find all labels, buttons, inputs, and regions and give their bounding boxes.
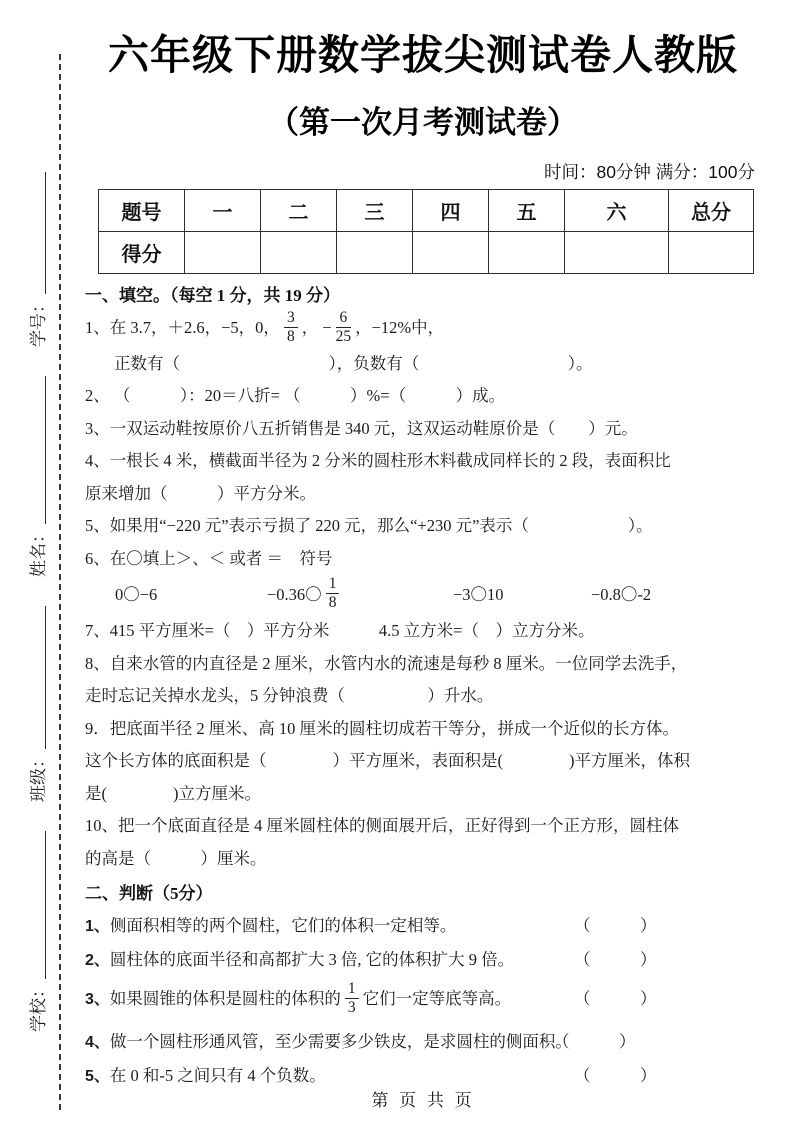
question-7: 7、415 平方厘米=（ ）平方分米 4.5 立方米=（ ）立方分米。 xyxy=(85,621,595,641)
score-table xyxy=(98,189,754,274)
exam-paper xyxy=(85,0,761,1093)
question-2: 2、 （ ）：20＝八折= （ ）%=（ ）成。 xyxy=(85,386,506,406)
page-title: 六年级下册数学拔尖测试卷人教版 xyxy=(108,32,738,78)
score-cell xyxy=(261,232,337,274)
answer-blank: （ ） xyxy=(574,916,657,936)
score-table-corner: 题号 xyxy=(99,190,185,232)
score-cell xyxy=(565,232,669,274)
name-write-line xyxy=(45,376,46,524)
class-field-label: 班级： xyxy=(28,751,48,802)
score-col-6: 六 xyxy=(565,190,669,232)
section2-title: 二、判断（5分） xyxy=(85,884,213,904)
question-6-compare-row xyxy=(85,575,761,615)
footer-page-label: 第 页 共 页 xyxy=(371,1091,475,1110)
score-row-label: 得分 xyxy=(99,232,185,274)
question-4-line2: 原来增加（ ）平方分米。 xyxy=(85,483,316,503)
answer-blank: （ ） xyxy=(574,950,657,970)
fraction-3-8: $\frac{3}{8}$ xyxy=(284,309,298,346)
score-cell xyxy=(669,232,754,274)
section1-title: 一、填空。（每空 1 分，共 19 分） xyxy=(85,286,340,305)
compare-item-1: 0〇−6 xyxy=(115,585,158,605)
fraction-1-3: $\frac{1}{3}$ xyxy=(345,980,359,1017)
binding-dashed-line xyxy=(59,54,61,1110)
question-6-line1: 6、在〇填上＞、＜ 或者 ＝ 符号 xyxy=(85,548,333,568)
judge-question-3: 3、如果圆锥的体积是圆柱的体积的 $\frac{1}{3}$ 它们一定等底等高。 （ ） xyxy=(85,980,657,1016)
fraction-6-25: $\frac{6}{25}$ xyxy=(335,309,352,345)
question-9-line1: 9．把底面半径 2 厘米、高 10 厘米的圆柱切成若干等分，拼成一个近似的长方体。 xyxy=(85,718,679,738)
question-5: 5、如果用“−220 元”表示亏损了 220 元，那么“+230 元”表示（ ）。 xyxy=(85,516,653,536)
score-col-total: 总分 xyxy=(669,190,754,232)
score-cell xyxy=(413,232,489,274)
question-1-line1: 1、在 3.7，＋2.6，−5，0， $\frac{3}{8}$ ， − $\frac{6}{25}$ ，−12%中， xyxy=(85,309,445,345)
score-col-5: 五 xyxy=(489,190,565,232)
name-field-label: 姓名： xyxy=(28,526,48,577)
student-info-sidebar xyxy=(14,54,58,1062)
score-table-score-row xyxy=(99,232,754,274)
class-write-line xyxy=(45,606,46,749)
compare-item-4: −0.8〇-2 xyxy=(591,585,652,605)
compare-item-2: −0.36〇 $\frac{1}{8}$ xyxy=(267,575,453,615)
answer-blank: （ ） xyxy=(574,1065,657,1085)
question-9-line3: 是( )立方厘米。 xyxy=(85,783,261,803)
school-field-label: 学校： xyxy=(28,981,48,1032)
score-cell xyxy=(489,232,565,274)
judge-question-1: 1、侧面积相等的两个圆柱，它们的体积一定相等。 （ ） xyxy=(85,909,761,943)
answer-blank: （ ） xyxy=(574,989,657,1009)
score-cell xyxy=(337,232,413,274)
score-cell xyxy=(185,232,261,274)
score-col-4: 四 xyxy=(413,190,489,232)
question-10-line1: 10、把一个底面直径是 4 厘米圆柱体的侧面展开后，正好得到一个正方形，圆柱体 xyxy=(85,816,679,836)
exam-info: 时间：80分钟 满分：100分 xyxy=(543,162,755,182)
student-id-field-label: 学号： xyxy=(28,296,48,347)
judge-question-4: 4、做一个圆柱形通风管，至少需要多少铁皮，是求圆柱的侧面积。 （ ） xyxy=(85,1025,761,1059)
school-write-line xyxy=(45,831,46,979)
student-id-write-line xyxy=(45,172,46,294)
score-col-1: 一 xyxy=(185,190,261,232)
question-1-line2: 正数有（ ），负数有（ ）。 xyxy=(114,353,593,373)
score-col-3: 三 xyxy=(337,190,413,232)
question-10-line2: 的高是（ ）厘米。 xyxy=(85,848,267,868)
question-3: 3、一双运动鞋按原价八五折销售是 340 元，这双运动鞋原价是（ ）元。 xyxy=(85,418,638,438)
score-col-2: 二 xyxy=(261,190,337,232)
fraction-1-8: $\frac{1}{8}$ xyxy=(326,575,340,612)
judge-question-2: 2、圆柱体的底面半径和高都扩大 3 倍, 它的体积扩大 9 倍。 （ ） xyxy=(85,943,761,977)
answer-blank: （ ） xyxy=(553,1031,636,1051)
compare-item-3: −3〇10 xyxy=(453,585,504,605)
question-9-line2: 这个长方体的底面积是（ ）平方厘米，表面积是( )平方厘米，体积 xyxy=(85,751,690,771)
score-table-header-row xyxy=(99,190,754,232)
page-subtitle: （第一次月考测试卷） xyxy=(268,105,578,140)
question-4-line1: 4、一根长 4 米，横截面半径为 2 分米的圆柱形木料截成同样长的 2 段，表面积比 xyxy=(85,451,671,471)
judge-question-5: 5、在 0 和-5 之间只有 4 个负数。 （ ） xyxy=(85,1059,761,1093)
question-8-line2: 走时忘记关掉水龙头，5 分钟浪费（ ）升水。 xyxy=(85,686,494,706)
question-8-line1: 8、自来水管的内直径是 2 厘米，水管内水的流速是每秒 8 厘米。一位同学去洗手， xyxy=(85,653,688,673)
